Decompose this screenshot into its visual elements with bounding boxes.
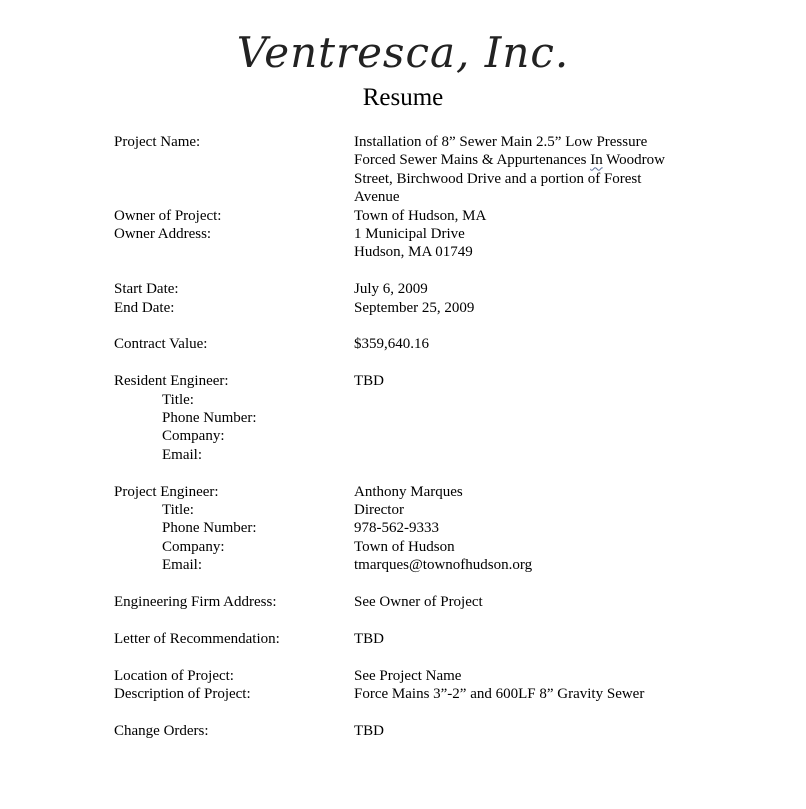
- resident-engineer-company-label: Company:: [162, 428, 225, 445]
- project-engineer-value: Anthony Marques: [354, 483, 463, 500]
- field-description: [114, 685, 734, 703]
- project-engineer-company-value: Town of Hudson: [354, 538, 455, 555]
- project-name-line-3: Street, Birchwood Drive and a portion of Forest: [354, 170, 642, 187]
- change-orders-label: Change Orders:: [114, 722, 209, 739]
- location-label: Location of Project:: [114, 667, 234, 684]
- spacer: [114, 464, 734, 482]
- project-name-label: Project Name:: [114, 134, 201, 150]
- field-owner-address: [114, 225, 734, 262]
- location-value: See Project Name: [354, 667, 462, 684]
- contract-value-label: Contract Value:: [114, 336, 208, 353]
- company-name-heading: Ventresca, Inc.: [236, 28, 570, 77]
- project-name-line-2: [354, 151, 694, 169]
- owner-address-label: Owner Address:: [114, 226, 212, 243]
- field-change-orders: [114, 722, 734, 740]
- spacer: [114, 262, 734, 280]
- field-engineering-firm: [114, 593, 734, 611]
- owner-label: Owner of Project:: [114, 207, 222, 224]
- owner-value: Town of Hudson, MA: [354, 207, 487, 224]
- project-name-line-1: Installation of 8” Sewer Main 2.5” Low Pressure: [354, 134, 648, 150]
- spacer: [114, 648, 734, 666]
- project-engineer-phone-row: [114, 519, 734, 537]
- resident-engineer-email-row: [114, 446, 734, 464]
- project-engineer-email-row: [114, 556, 734, 574]
- start-date-value: July 6, 2009: [354, 281, 428, 298]
- project-engineer-title-label: Title:: [162, 502, 194, 519]
- description-value: Force Mains 3”-2” and 600LF 8” Gravity Sewer: [354, 686, 645, 703]
- owner-address-value: [354, 225, 694, 262]
- field-contract-value: [114, 335, 734, 353]
- resident-engineer-title-row: [114, 391, 734, 409]
- field-letter-of-recommendation: [114, 630, 734, 648]
- resident-engineer-email-label: Email:: [162, 446, 202, 463]
- resident-engineer-title-label: Title:: [162, 391, 194, 408]
- field-end-date: [114, 299, 734, 317]
- project-name-line-4: Avenue: [354, 189, 400, 206]
- end-date-value: September 25, 2009: [354, 299, 475, 316]
- project-engineer-phone-label: Phone Number:: [162, 520, 257, 537]
- resident-engineer-company-row: [114, 427, 734, 445]
- project-name-value: [354, 133, 694, 207]
- project-engineer-label: Project Engineer:: [114, 483, 219, 500]
- project-engineer-email-label: Email:: [162, 557, 202, 574]
- spacer: [114, 354, 734, 372]
- grammar-flagged-word: In: [590, 152, 603, 169]
- spacer: [114, 575, 734, 593]
- letter-label: Letter of Recommendation:: [114, 630, 280, 647]
- project-engineer-phone-value: 978-562-9333: [354, 520, 439, 537]
- engineering-firm-label: Engineering Firm Address:: [114, 594, 277, 611]
- start-date-label: Start Date:: [114, 281, 179, 298]
- contract-value-value: $359,640.16: [354, 336, 429, 353]
- end-date-label: End Date:: [114, 299, 175, 316]
- resume-body: [114, 133, 734, 740]
- description-label: Description of Project:: [114, 686, 251, 703]
- field-owner: [114, 207, 734, 225]
- resident-engineer-label: Resident Engineer:: [114, 373, 229, 390]
- field-resident-engineer: [114, 372, 734, 390]
- field-location: [114, 667, 734, 685]
- letter-value: TBD: [354, 630, 384, 647]
- project-engineer-email-value: tmarques@townofhudson.org: [354, 557, 533, 574]
- resident-engineer-phone-label: Phone Number:: [162, 410, 257, 427]
- project-engineer-title-value: Director: [354, 502, 404, 519]
- document-title: Resume: [362, 84, 444, 111]
- field-project-engineer: [114, 483, 734, 501]
- spacer: [114, 611, 734, 629]
- resident-engineer-value: TBD: [354, 373, 384, 390]
- owner-address-line-1: 1 Municipal Drive: [354, 226, 465, 243]
- field-start-date: [114, 280, 734, 298]
- project-name-line-2-start: Forced Sewer Mains & Appurtenances: [354, 152, 591, 169]
- project-engineer-company-row: [114, 538, 734, 556]
- project-engineer-company-label: Company:: [162, 538, 225, 555]
- change-orders-value: TBD: [354, 722, 384, 739]
- field-project-name: [114, 133, 734, 207]
- spacer: [114, 703, 734, 721]
- project-engineer-title-row: [114, 501, 734, 519]
- project-name-line-2-end: Woodrow: [602, 152, 665, 169]
- owner-address-line-2: Hudson, MA 01749: [354, 244, 473, 261]
- spacer: [114, 317, 734, 335]
- engineering-firm-value: See Owner of Project: [354, 594, 483, 611]
- resident-engineer-phone-row: [114, 409, 734, 427]
